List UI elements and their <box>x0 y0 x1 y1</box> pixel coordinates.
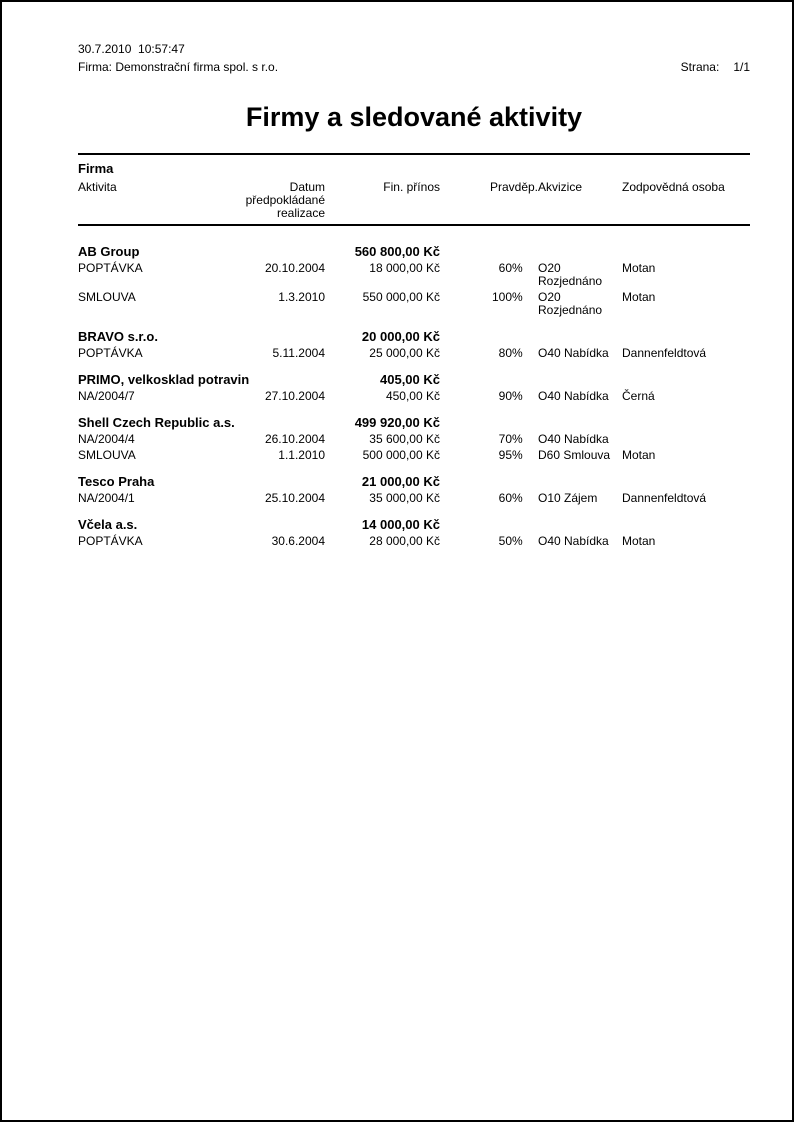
activity-acquisition: O40 Nabídka <box>538 534 609 548</box>
activity-row <box>78 430 750 446</box>
activity-amount: 450,00 Kč <box>385 389 440 403</box>
company-name: Shell Czech Republic a.s. <box>78 415 235 430</box>
empty-cell <box>440 360 750 387</box>
report-title: Firmy a sledované aktivity <box>245 102 583 132</box>
activity-amount: 500 000,00 Kč <box>362 448 440 462</box>
percent-sign: % <box>512 290 523 304</box>
activity-person <box>622 430 750 446</box>
report-header <box>78 40 750 76</box>
activity-probability: 60 <box>498 261 512 275</box>
activity-probability: 95 <box>498 448 512 462</box>
company-name: Tesco Praha <box>78 474 155 489</box>
activity-row <box>78 532 750 548</box>
column-header-firma: Firma <box>78 154 750 176</box>
empty-cell <box>440 403 750 430</box>
page-indicator <box>661 40 750 94</box>
activity-name: NA/2004/1 <box>78 491 135 505</box>
company-total: 20 000,00 Kč <box>361 329 440 344</box>
company-total: 21 000,00 Kč <box>361 474 440 489</box>
column-header-datum: Datum předpokládané realizace <box>238 176 325 225</box>
company-name: Včela a.s. <box>78 517 138 532</box>
activity-acquisition: O10 Zájem <box>538 491 598 505</box>
activity-person: Motan <box>622 290 656 304</box>
activity-amount: 18 000,00 Kč <box>369 261 440 275</box>
company-group-row <box>78 225 750 259</box>
activity-amount: 35 000,00 Kč <box>369 491 440 505</box>
activity-amount: 550 000,00 Kč <box>362 290 440 304</box>
activity-person: Černá <box>622 389 655 403</box>
activity-amount: 28 000,00 Kč <box>369 534 440 548</box>
column-header-pravdep: Pravděp. <box>440 176 538 225</box>
activity-amount: 25 000,00 Kč <box>369 346 440 360</box>
activity-row <box>78 446 750 462</box>
company-total: 499 920,00 Kč <box>354 415 440 430</box>
column-header-fin-prinos: Fin. přínos <box>325 176 440 225</box>
column-header-zodpovedna-osoba: Zodpovědná osoba <box>622 176 750 225</box>
report-datetime: 30.7.2010 10:57:47 <box>78 42 185 56</box>
company-group-row <box>78 505 750 532</box>
company-name: PRIMO, velkosklad potravin <box>78 372 250 387</box>
column-header-akvizice: Akvizice <box>538 176 622 225</box>
activity-row <box>78 288 750 317</box>
activity-name: POPTÁVKA <box>78 534 143 548</box>
activity-date: 5.11.2004 <box>272 346 325 360</box>
activity-name: POPTÁVKA <box>78 261 143 275</box>
activity-name: SMLOUVA <box>78 290 136 304</box>
activity-acquisition: O40 Nabídka <box>538 346 609 360</box>
report-firm-line: Firma: Demonstrační firma spol. s r.o. <box>78 60 279 74</box>
percent-sign: % <box>512 534 523 548</box>
company-group-row <box>78 462 750 489</box>
page-number: 1/1 <box>733 60 750 74</box>
activity-date: 1.3.2010 <box>278 290 325 304</box>
activity-probability: 90 <box>498 389 512 403</box>
company-group-row <box>78 360 750 387</box>
activity-acquisition: D60 Smlouva <box>538 448 611 462</box>
percent-sign: % <box>512 389 523 403</box>
column-header-row <box>78 176 750 225</box>
activity-probability: 80 <box>498 346 512 360</box>
percent-sign: % <box>512 261 523 275</box>
section-header-row <box>78 154 750 176</box>
activity-probability: 50 <box>498 534 512 548</box>
activities-table <box>78 153 750 548</box>
empty-cell <box>440 505 750 532</box>
activity-person: Motan <box>622 534 656 548</box>
activity-date: 25.10.2004 <box>264 491 325 505</box>
activity-acquisition: O20 Rozjednáno <box>538 290 603 317</box>
table-header <box>78 154 750 225</box>
company-total: 405,00 Kč <box>380 372 440 387</box>
page-label: Strana: <box>680 60 720 74</box>
activity-person: Motan <box>622 261 656 275</box>
activity-name: NA/2004/4 <box>78 432 135 446</box>
activity-amount: 35 600,00 Kč <box>369 432 440 446</box>
activity-acquisition: O40 Nabídka <box>538 432 609 446</box>
activity-date: 30.6.2004 <box>271 534 325 548</box>
percent-sign: % <box>512 491 523 505</box>
activity-name: POPTÁVKA <box>78 346 143 360</box>
percent-sign: % <box>512 346 523 360</box>
activity-date: 20.10.2004 <box>264 261 325 275</box>
empty-cell <box>440 317 750 344</box>
company-total: 560 800,00 Kč <box>354 244 440 259</box>
activity-probability: 100 <box>491 290 512 304</box>
activity-row <box>78 344 750 360</box>
activity-acquisition: O20 Rozjednáno <box>538 261 603 288</box>
activity-row <box>78 259 750 288</box>
empty-cell <box>440 462 750 489</box>
percent-sign: % <box>512 448 523 462</box>
activity-date: 27.10.2004 <box>264 389 325 403</box>
activity-acquisition: O40 Nabídka <box>538 389 609 403</box>
activity-date: 26.10.2004 <box>264 432 325 446</box>
company-name: BRAVO s.r.o. <box>78 329 158 344</box>
column-header-aktivita: Aktivita <box>78 176 238 225</box>
activity-date: 1.1.2010 <box>278 448 325 462</box>
activity-person: Motan <box>622 448 656 462</box>
percent-sign: % <box>512 432 523 446</box>
activity-row <box>78 489 750 505</box>
activity-person: Dannenfeldtová <box>622 346 707 360</box>
company-total: 14 000,00 Kč <box>361 517 440 532</box>
activity-name: SMLOUVA <box>78 448 136 462</box>
company-group-row <box>78 317 750 344</box>
activity-name: NA/2004/7 <box>78 389 135 403</box>
activity-probability: 70 <box>498 432 512 446</box>
company-group-row <box>78 403 750 430</box>
empty-cell <box>440 225 750 259</box>
table-body <box>78 225 750 548</box>
activity-row <box>78 387 750 403</box>
company-name: AB Group <box>78 244 140 259</box>
activity-probability: 60 <box>498 491 512 505</box>
activity-person: Dannenfeldtová <box>622 491 707 505</box>
